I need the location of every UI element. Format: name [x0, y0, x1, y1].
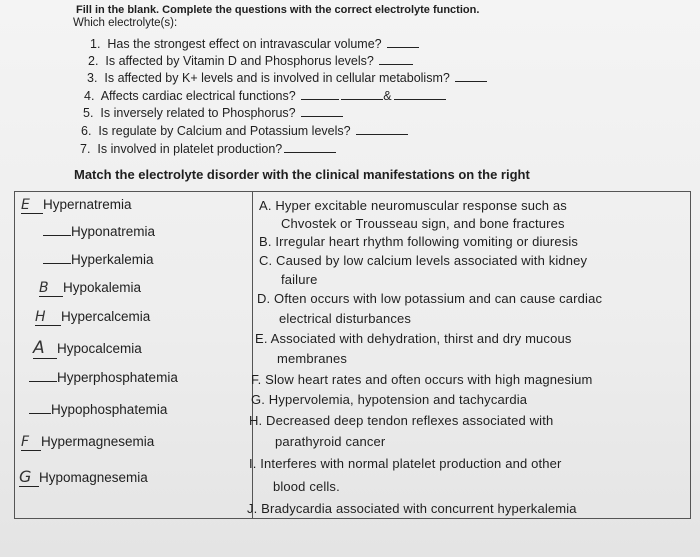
manifestation-g: G. Hypervolemia, hypotension and tachycardia	[251, 392, 528, 407]
question-3: 3. Is affected by K+ levels and is involved in cellular metabolism?	[87, 70, 487, 85]
answer-blank-1[interactable]	[387, 36, 419, 48]
answer-blank-7[interactable]	[284, 141, 336, 153]
question-7: 7. Is involved in platelet production?	[80, 141, 336, 156]
matching-table	[14, 191, 691, 519]
match-answer-field[interactable]: H	[35, 309, 61, 326]
manifestation-e: E. Associated with dehydration, thirst and dry mucous	[255, 331, 572, 346]
manifestation-i-cont: blood cells.	[273, 479, 340, 494]
disorder-row: Hypophosphatemia	[29, 402, 167, 417]
question-2: 2. Is affected by Vitamin D and Phosphorus levels?	[88, 53, 413, 68]
disorder-row: B Hypokalemia	[39, 280, 142, 296]
answer-blank-3[interactable]	[455, 70, 487, 82]
disorder-row: F Hypermagnesemia	[21, 434, 155, 450]
manifestation-h-cont: parathyroid cancer	[275, 434, 386, 449]
manifestation-j: J. Bradycardia associated with concurrent hyperkalemia	[247, 501, 577, 516]
manifestation-c-cont: failure	[281, 272, 318, 287]
instruction-subtext: Which electrolyte(s):	[73, 17, 178, 29]
disorder-row: H Hypercalcemia	[35, 309, 151, 325]
manifestation-a-cont: Chvostek or Trousseau sign, and bone fractures	[281, 216, 565, 231]
instruction-text: Fill in the blank. Complete the questions with the correct electrolyte function.	[76, 4, 480, 16]
disorder-row: Hyperphosphatemia	[29, 370, 178, 385]
match-answer-field[interactable]: A	[33, 338, 57, 359]
disorder-row: Hyponatremia	[43, 224, 155, 239]
manifestation-c: C. Caused by low calcium levels associated with kidney	[259, 253, 588, 268]
match-answer-field[interactable]: B	[39, 280, 63, 297]
answer-blank-2[interactable]	[379, 53, 413, 65]
manifestation-h: H. Decreased deep tendon reflexes associated with	[249, 413, 554, 428]
manifestation-a: A. Hyper excitable neuromuscular response such as	[259, 198, 567, 213]
match-answer-field[interactable]	[43, 263, 71, 264]
manifestation-i: I. Interferes with normal platelet production and other	[249, 456, 562, 471]
disorder-row: A Hypocalcemia	[33, 338, 142, 358]
matching-title: Match the electrolyte disorder with the clinical manifestations on the right	[74, 167, 530, 182]
match-answer-field[interactable]	[29, 413, 51, 414]
disorder-row: E Hypernatremia	[21, 197, 132, 213]
match-answer-field[interactable]	[29, 381, 57, 382]
answer-blank-4a[interactable]	[301, 88, 339, 100]
manifestation-f: F. Slow heart rates and often occurs with high magnesium	[251, 372, 593, 387]
match-answer-field[interactable]	[43, 235, 71, 236]
question-5: 5. Is inversely related to Phosphorus?	[83, 105, 343, 120]
question-1: 1. Has the strongest effect on intravascular volume?	[90, 36, 419, 51]
answer-blank-4c[interactable]	[394, 88, 446, 100]
match-answer-field[interactable]: F	[21, 434, 41, 451]
manifestation-b: B. Irregular heart rhythm following vomiting or diuresis	[259, 234, 579, 249]
manifestation-e-cont: membranes	[277, 351, 347, 366]
match-answer-field[interactable]: G	[19, 467, 39, 487]
question-4: 4. Affects cardiac electrical functions? &	[84, 88, 446, 103]
manifestation-d-cont: electrical disturbances	[279, 311, 412, 326]
answer-blank-4b[interactable]	[341, 88, 383, 100]
disorder-row: Hyperkalemia	[43, 252, 154, 267]
answer-blank-5[interactable]	[301, 105, 343, 117]
match-answer-field[interactable]: E	[21, 197, 43, 214]
question-6: 6. Is regulate by Calcium and Potassium levels?	[81, 123, 408, 138]
answer-blank-6[interactable]	[356, 123, 408, 135]
manifestation-d: D. Often occurs with low potassium and can cause cardiac	[257, 291, 603, 306]
disorder-row: G Hypomagnesemia	[19, 467, 148, 486]
